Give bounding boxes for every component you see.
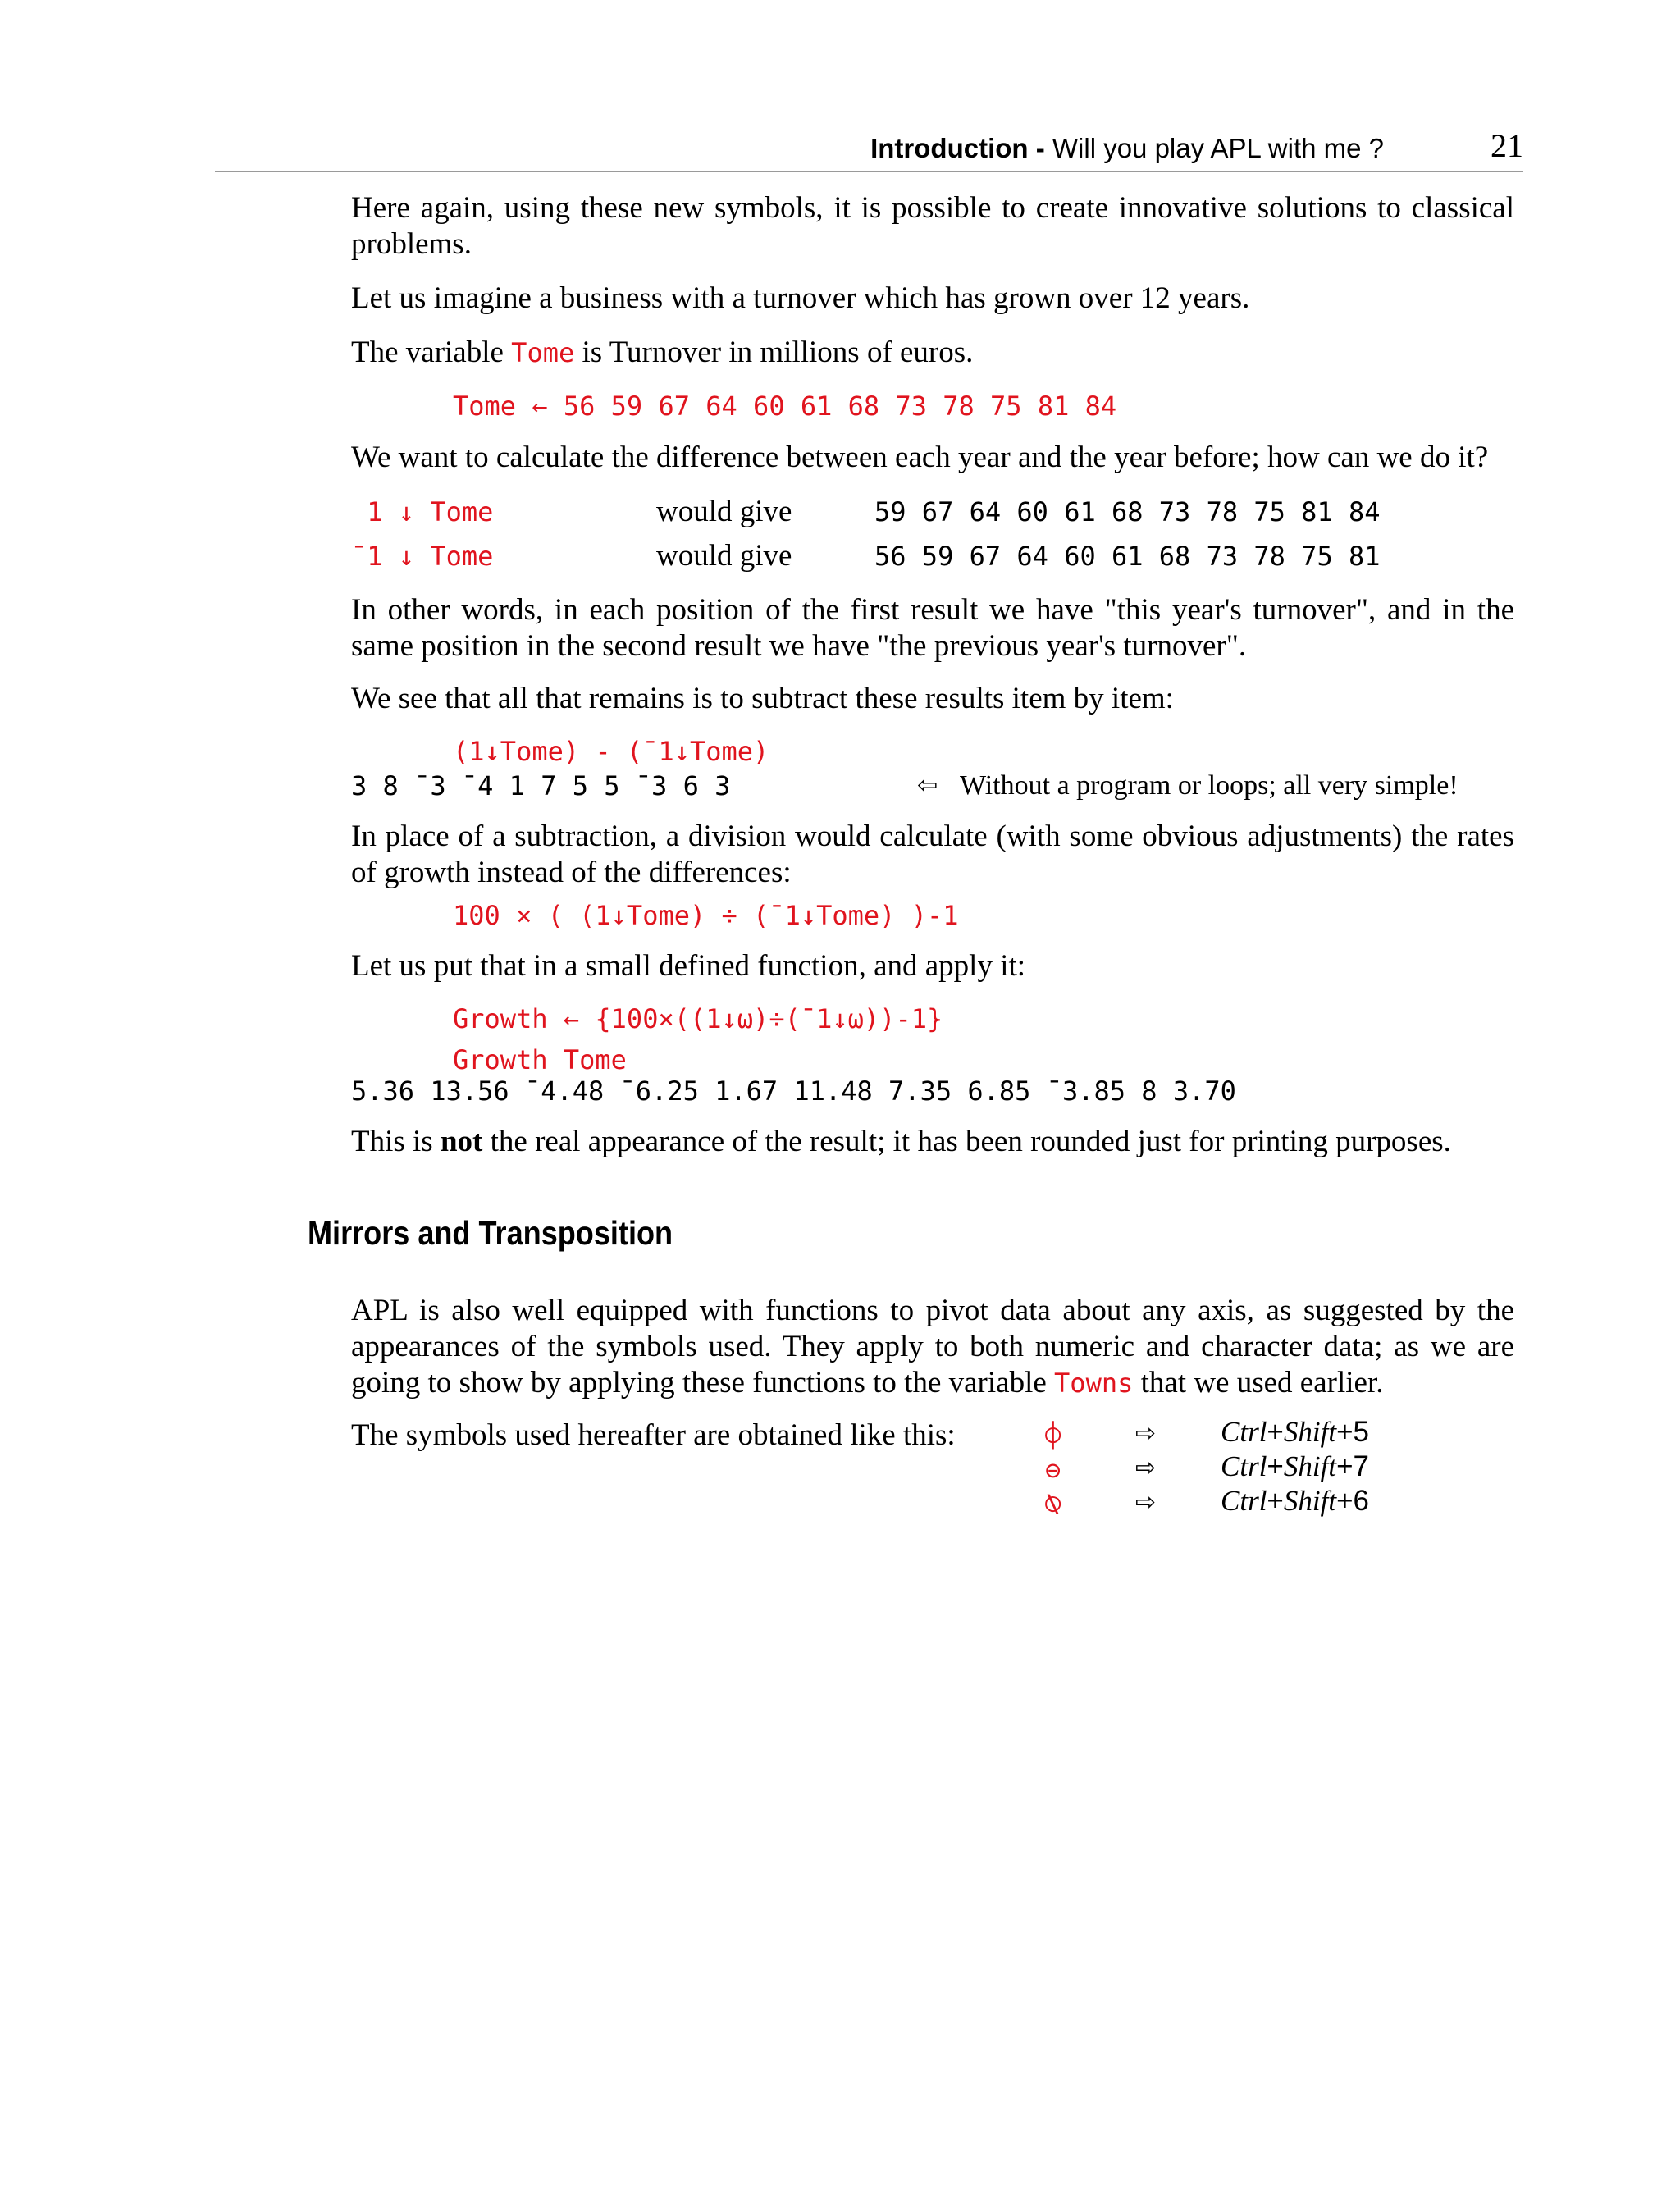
key-number: 6 [1353,1485,1369,1517]
key-number: 5 [1353,1416,1369,1448]
label-would-give-1: would give [656,495,792,528]
code-define-growth: Growth ← {100×((1↓⍵)÷(¯1↓⍵))-1} [453,1003,943,1034]
note-simple: Without a program or loops; all very simple! [960,770,1459,801]
paragraph-mirrors-text: APL is also well equipped with functions to pivot data about any axis, as suggested by the appearances of the symbols used. They apply to both numeric and character data; as we are going to show by applying these functions to the variable [351,1294,1514,1399]
result-growth: 5.36 13.56 ¯4.48 ¯6.25 1.67 11.48 7.35 6.85 ¯3.85 8 3.70 [351,1075,1236,1107]
inline-code-tome: Tome [511,337,575,368]
running-title-bold: Introduction - [870,133,1045,163]
key-ctrl: Ctrl [1221,1450,1267,1482]
label-would-give-2: would give [656,539,792,573]
paragraph-symbols: The symbols used hereafter are obtained like this: [351,1418,956,1452]
running-title-rest: Will you play APL with me ? [1044,133,1384,163]
right-arrow-icon: ⇨ [1135,1454,1157,1482]
paragraph-variable-text: The variable [351,336,512,369]
key-combo-transpose: Ctrl+Shift+6 [1221,1485,1369,1517]
right-arrow-icon: ⇨ [1135,1419,1157,1448]
key-combo-rotate-first: Ctrl+Shift+7 [1221,1450,1369,1482]
paragraph-variable-text-end: is Turnover in millions of euros. [574,336,974,369]
paragraph-division: In place of a subtraction, a division would calculate (with some obvious adjustments) the rates of growth instead of the differences: [351,820,1514,889]
paragraph-mirrors-text-end: that we used earlier. [1133,1366,1384,1399]
result-drop-last: 56 59 67 64 60 61 68 73 78 75 81 [874,541,1381,572]
paragraph-intro: Here again, using these new symbols, it is possible to create innovative solutions to classical problems. [351,191,1514,261]
transpose-symbol: ⍉ [1045,1489,1061,1520]
rotate-symbol: ⌽ [1045,1420,1061,1451]
paragraph-explanation: In other words, in each position of the first result we have "this year's turnover", and in the same position in the second result we have "the previous year's turnover". [351,593,1514,663]
running-title [870,133,1384,164]
key-ctrl: Ctrl [1221,1416,1267,1448]
code-apply-growth: Growth Tome [453,1044,627,1075]
key-ctrl: Ctrl [1221,1485,1267,1517]
code-drop-last: ¯1 ↓ Tome [351,541,494,572]
paragraph-mirrors [351,1293,1514,1401]
paragraph-rounded-text: This is [351,1125,441,1158]
page-number: 21 [1491,127,1523,164]
key-number: 7 [1353,1450,1369,1482]
paragraph-question: We want to calculate the difference between each year and the year before; how can we do it? [351,441,1489,474]
key-combo-rotate: Ctrl+Shift+5 [1221,1416,1369,1448]
code-drop-first: 1 ↓ Tome [351,496,494,527]
section-heading: Mirrors and Transposition [308,1214,673,1252]
right-arrow-icon: ⇨ [1135,1488,1157,1517]
rotate-first-symbol: ⊖ [1045,1454,1061,1486]
code-subtract: (1↓Tome) - (¯1↓Tome) [453,736,769,767]
page-header [215,127,1523,172]
paragraph-subtract: We see that all that remains is to subtract these results item by item: [351,682,1174,715]
section-heading-wrap [308,1214,723,1253]
key-shift: Shift [1283,1485,1337,1517]
code-growth-rate: 100 × ( (1↓Tome) ÷ (¯1↓Tome) )-1 [453,900,959,931]
result-subtract: 3 8 ¯3 ¯4 1 7 5 5 ¯3 6 3 [351,770,731,801]
inline-code-towns: Towns [1054,1367,1134,1399]
paragraph-variable [351,335,1514,371]
code-assign-tome: Tome ← 56 59 67 64 60 61 68 73 78 75 81 84 [453,390,1117,422]
paragraph-function: Let us put that in a small defined function, and apply it: [351,949,1026,983]
paragraph-rounded-text-end: the real appearance of the result; it has been rounded just for printing purposes. [482,1125,1451,1158]
paragraph-business: Let us imagine a business with a turnover which has grown over 12 years. [351,281,1250,315]
emphasis-not: not [440,1125,483,1158]
key-shift: Shift [1283,1416,1337,1448]
result-drop-first: 59 67 64 60 61 68 73 78 75 81 84 [874,496,1381,527]
paragraph-rounded [351,1124,1532,1160]
left-arrow-icon: ⇦ [917,771,938,800]
key-shift: Shift [1283,1450,1337,1482]
